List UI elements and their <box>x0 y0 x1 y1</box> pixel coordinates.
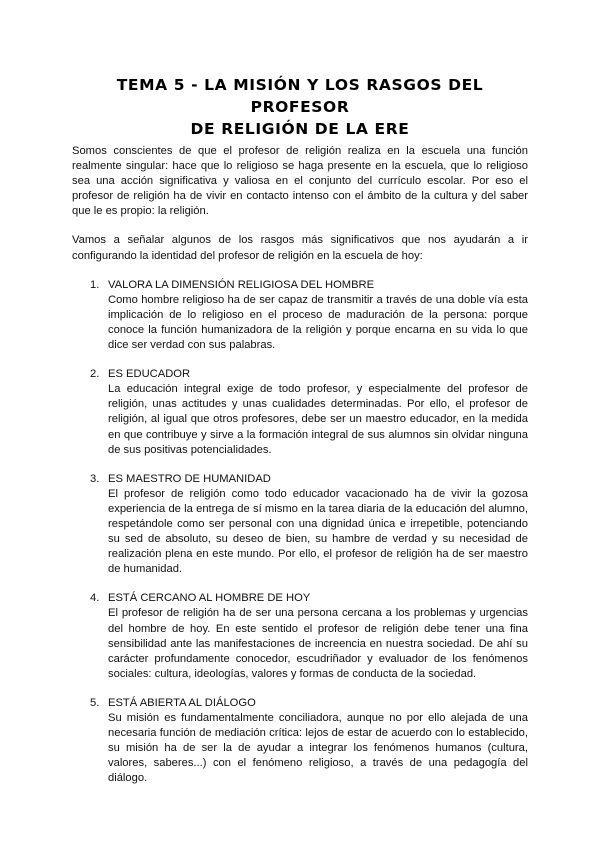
document-page <box>72 74 528 800</box>
list-item-text: La educación integral exige de todo profesor, y especialmente del profesor de religión, unas actitudes y unas cualidades determinadas. Por ello, el profesor de religión, al igual que otros profesores, debe ser un maestro educador, en la medida en que contribuye y sirve a la formación integral de sus alumnos sin olvidar ninguna de sus positivas potencialidades. <box>108 383 528 456</box>
list-item-number: 1. <box>90 278 100 291</box>
list-item-heading: ESTÁ ABIERTA AL DIÁLOGO <box>108 696 256 709</box>
title-line-1: TEMA 5 - LA MISIÓN Y LOS RASGOS DEL PROFESOR <box>116 76 484 116</box>
list-item-text: El profesor de religión ha de ser una persona cercana a los problemas y urgencias del hombre de hoy. En este sentido el profesor de religión debe tener una fina sensibilidad ante las manifestaciones de increencia en nuestra sociedad. De ahí su carácter profundamente conocedor, escudriñador y evaluador de los fenómenos sociales: cultura, ideologías, valores y formas de conducta de la sociedad. <box>108 607 528 680</box>
document-title <box>72 74 528 140</box>
list-item <box>72 367 528 458</box>
list-item-heading: ES EDUCADOR <box>108 368 191 381</box>
list-item-heading: ES MAESTRO DE HUMANIDAD <box>108 472 271 485</box>
list-item-heading: ESTÁ CERCANO AL HOMBRE DE HOY <box>108 592 311 605</box>
list-item <box>72 696 528 787</box>
list-item-number: 5. <box>90 696 100 709</box>
list-item <box>72 278 528 353</box>
list-item <box>72 472 528 578</box>
list-item-heading: VALORA LA DIMENSIÓN RELIGIOSA DEL HOMBRE <box>108 278 375 291</box>
list-item-number: 3. <box>90 472 100 485</box>
intro-paragraph: Somos conscientes de que el profesor de religión realiza en la escuela una función realmente singular: hace que lo religioso se haga presente en la escuela, que lo religioso sea una acción significativa y valiosa en el conjunto del currículo escolar. Por eso el profesor de religión ha de vivir en contacto intenso con el ámbito de la cultura y del saber que le es propio: la religión. <box>72 145 528 218</box>
list-item-text: Como hombre religioso ha de ser capaz de transmitir a través de una doble vía esta implicación de lo religioso en el proceso de maduración de la persona: porque conoce la función humanizadora de la religión y porque encarna en su vida lo que dice ser verdad con sus palabras. <box>108 293 528 352</box>
list-item <box>72 591 528 682</box>
lead-paragraph: Vamos a señalar algunos de los rasgos más significativos que nos ayudarán a ir configurando la identidad del profesor de religión en la escuela de hoy: <box>72 234 528 262</box>
list-item-text: El profesor de religión como todo educador vacacionado ha de vivir la gozosa experiencia de la entrega de sí mismo en la tarea diaria de la educación del alumno, respetándole como ser personal con una dignidad única e irrepetible, potenciando su sed de absoluto, su deseo de bien, su hambre de verdad y su necesidad de realización plena en este mundo. Por ello, el profesor de religión ha de ser maestro de humanidad. <box>108 487 528 576</box>
title-line-2: DE RELIGIÓN DE LA ERE <box>190 120 410 138</box>
traits-list <box>72 278 528 787</box>
list-item-number: 2. <box>90 368 100 381</box>
list-item-text: Su misión es fundamentalmente conciliadora, aunque no por ello alejada de una necesaria función de mediación crítica: lejos de estar de acuerdo con lo establecido, su misión ha de ser la de ayudar a integrar los fenómenos humanos (cultura, valores, saberes...) con el fenómeno religioso, a través de una pedagogía del diálogo. <box>108 712 528 785</box>
list-item-number: 4. <box>90 592 100 605</box>
